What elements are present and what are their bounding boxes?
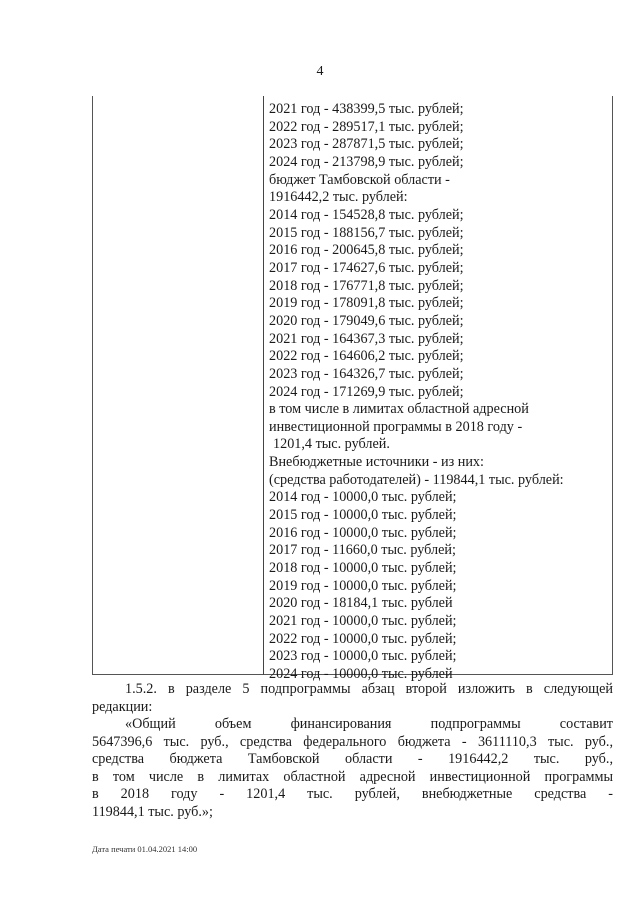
funding-line: 2016 год - 200645,8 тыс. рублей; (269, 242, 464, 259)
page-number: 4 (316, 64, 324, 79)
funding-line: 2019 год - 10000,0 тыс. рублей; (269, 577, 457, 594)
funding-line: 2018 год - 10000,0 тыс. рублей; (269, 560, 457, 577)
funding-line: 2017 год - 11660,0 тыс. рублей; (269, 542, 456, 559)
funding-line: 2020 год - 18184,1 тыс. рублей (269, 595, 453, 612)
funding-line: 2018 год - 176771,8 тыс. рублей; (269, 277, 464, 294)
quoted-paragraph (92, 716, 613, 822)
paragraph-line: средства бюджета Тамбовской области - 1916442,2 тыс. руб., (92, 751, 613, 768)
paragraph-line: в 2018 году - 1201,4 тыс. рублей, внебюджетные средства - (92, 786, 613, 803)
funding-line: 2024 год - 10000,0 тыс. рублей (269, 666, 453, 682)
funding-line: бюджет Тамбовской области - (269, 171, 450, 188)
funding-line: 2021 год - 438399,5 тыс. рублей; (269, 101, 464, 117)
funding-line: 1201,4 тыс. рублей. (273, 436, 390, 453)
paragraph-line: «Общий объем финансирования подпрограммы составит (125, 716, 613, 732)
funding-line: в том числе в лимитах областной адресной (269, 401, 529, 418)
print-date-footer: Дата печати 01.04.2021 14:00 (92, 844, 198, 854)
funding-line: (средства работодателей) - 119844,1 тыс. рублей: (269, 471, 564, 488)
funding-line: инвестиционной программы в 2018 году - (269, 418, 523, 435)
funding-line: 2019 год - 178091,8 тыс. рублей; (269, 295, 464, 312)
funding-line: 2024 год - 213798,9 тыс. рублей; (269, 153, 464, 170)
funding-line: 2016 год - 10000,0 тыс. рублей; (269, 524, 457, 541)
table-column-divider (263, 96, 264, 675)
funding-line: 2021 год - 10000,0 тыс. рублей; (269, 613, 457, 630)
paragraph-line: в том числе в лимитах областной адресной инвестиционной программы (92, 768, 613, 785)
funding-line: 2014 год - 154528,8 тыс. рублей; (269, 206, 464, 223)
funding-line: 2023 год - 287871,5 тыс. рублей; (269, 136, 464, 153)
funding-line: 2024 год - 171269,9 тыс. рублей; (269, 383, 464, 400)
paragraph-line: 119844,1 тыс. руб.»; (92, 803, 213, 820)
funding-line: 2014 год - 10000,0 тыс. рублей; (269, 489, 457, 506)
funding-line: Внебюджетные источники - из них: (269, 454, 484, 471)
funding-line: 2017 год - 174627,6 тыс. рублей; (269, 259, 464, 276)
funding-line: 2023 год - 164326,7 тыс. рублей; (269, 365, 464, 382)
funding-details-cell (269, 101, 609, 684)
funding-line: 2022 год - 289517,1 тыс. рублей; (269, 118, 464, 135)
paragraph-line: 5647396,6 тыс. руб., средства федерального бюджета - 3611110,3 тыс. руб., (92, 733, 613, 750)
funding-line: 2015 год - 188156,7 тыс. рублей; (269, 224, 464, 241)
funding-line: 2022 год - 10000,0 тыс. рублей; (269, 630, 457, 647)
paragraph-line: редакции: (92, 698, 153, 715)
funding-line: 2015 год - 10000,0 тыс. рублей; (269, 507, 457, 524)
funding-line: 2022 год - 164606,2 тыс. рублей; (269, 348, 464, 365)
funding-line: 1916442,2 тыс. рублей: (269, 189, 408, 206)
funding-line: 2021 год - 164367,3 тыс. рублей; (269, 330, 464, 347)
paragraph-line: 1.5.2. в разделе 5 подпрограммы абзац второй изложить в следующей (125, 681, 613, 697)
funding-line: 2020 год - 179049,6 тыс. рублей; (269, 312, 464, 329)
amendment-paragraph (92, 681, 613, 716)
funding-line: 2023 год - 10000,0 тыс. рублей; (269, 648, 457, 665)
